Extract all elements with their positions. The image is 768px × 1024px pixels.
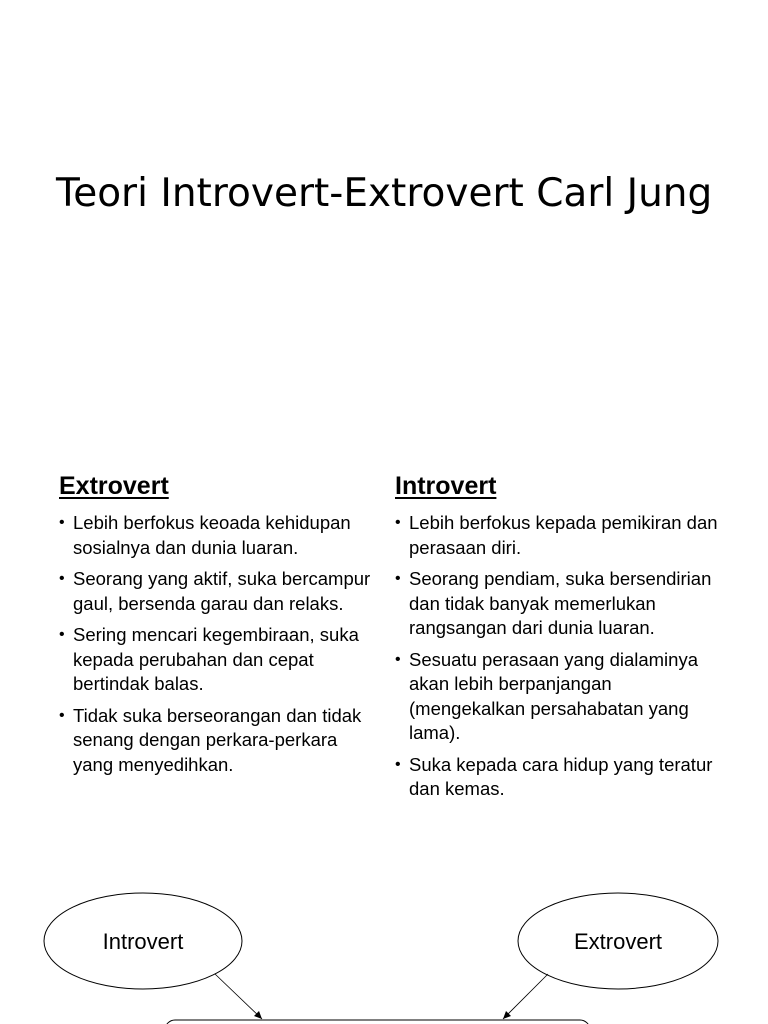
list-item-text: Suka kepada cara hidup yang teratur dan kemas. — [409, 753, 713, 799]
slide-title: Teori Introvert-Extrovert Carl Jung — [56, 171, 713, 216]
bullet-icon: • — [59, 570, 65, 587]
introvert-node-label: Introvert — [102, 929, 184, 954]
extrovert-node-label: Extrovert — [573, 929, 663, 954]
bullet-icon: • — [59, 514, 65, 531]
list-item-text: Seorang yang aktif, suka bercampur gaul, bersenda garau dan relaks. — [73, 568, 371, 614]
introvert-extrovert-diagram — [0, 880, 768, 1024]
introvert-connector — [215, 974, 262, 1019]
bullet-icon: • — [395, 570, 401, 587]
bullet-icon: • — [395, 755, 401, 773]
introvert-heading: Introvert — [395, 472, 497, 500]
center-box — [165, 1020, 590, 1024]
list-item — [59, 623, 379, 697]
bullet-icon: • — [59, 706, 65, 724]
extrovert-heading: Extrovert — [59, 472, 169, 500]
list-item — [59, 704, 379, 778]
list-item — [395, 753, 725, 802]
extrovert-list — [59, 511, 379, 777]
list-item — [395, 567, 725, 641]
list-item — [59, 567, 379, 616]
list-item — [59, 511, 379, 560]
list-item-text: Lebih berfokus kepada pemikiran dan perasaan diri. — [409, 512, 718, 558]
list-item-text: Tidak suka berseorangan dan tidak senang dengan perkara-perkara yang menyedihkan. — [73, 704, 362, 775]
list-item-text: Sesuatu perasaan yang dialaminya akan lebih berpanjangan (mengekalkan persahabatan yang lama). — [409, 648, 698, 743]
list-item-text: Lebih berfokus keoada kehidupan sosialnya dan dunia luaran. — [73, 512, 351, 558]
list-item-text: Sering mencari kegembiraan, suka kepada perubahan dan cepat bertindak balas. — [73, 624, 359, 694]
bullet-icon: • — [59, 626, 65, 643]
introvert-list — [395, 511, 725, 802]
extrovert-column — [59, 469, 379, 784]
list-item-text: Seorang pendiam, suka bersendirian dan tidak banyak memerlukan rangsangan dari dunia luaran. — [409, 568, 712, 638]
list-item — [395, 648, 725, 746]
extrovert-connector — [503, 974, 548, 1019]
bullet-icon: • — [395, 514, 401, 531]
list-item — [395, 511, 725, 560]
bullet-icon: • — [395, 650, 401, 668]
introvert-column — [395, 469, 725, 809]
